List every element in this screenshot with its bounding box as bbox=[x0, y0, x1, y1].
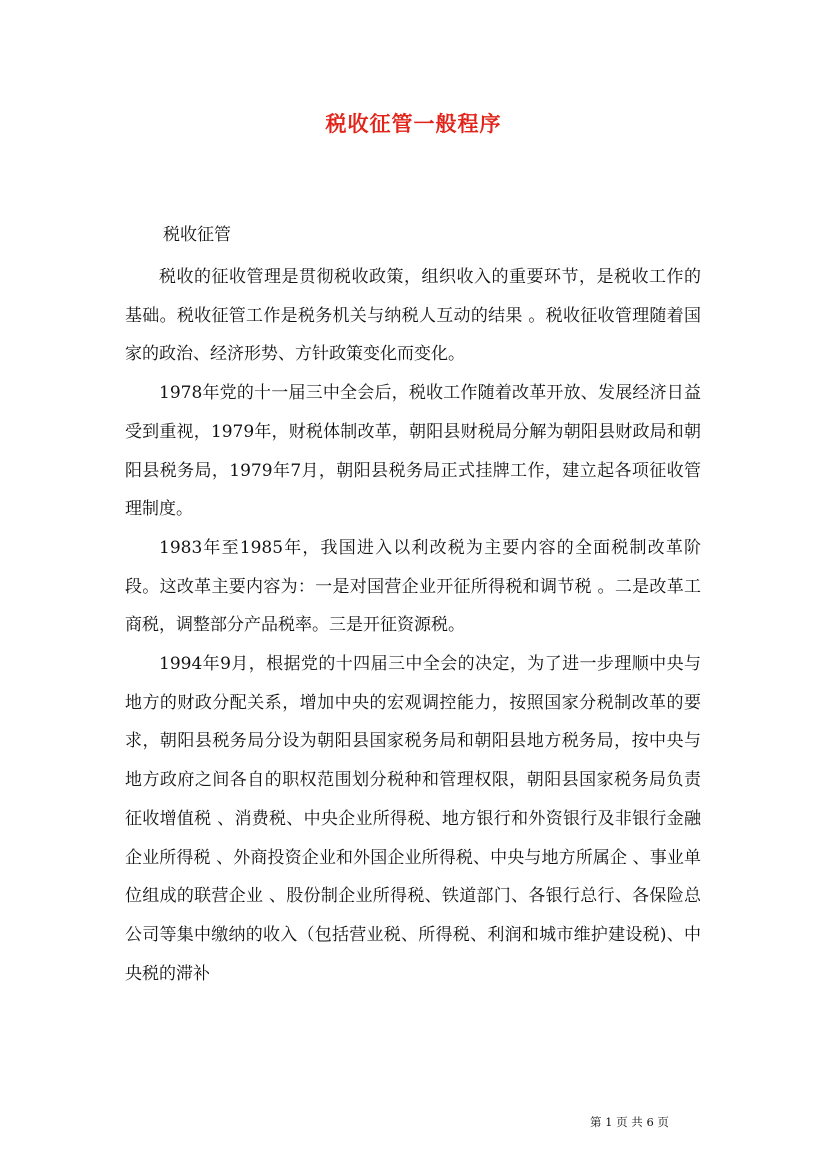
paragraph: 1994年9月，根据党的十四届三中全会的决定，为了进一步理顺中央与地方的财政分配关系，增加中央的宏观调控能力，按照国家分税制改革的要求，朝阳县税务局分设为朝阳县国家税务局和朝阳县地方税务局，按中央与地方政府之间各自的职权范围划分税种和管理权限，朝阳县国家税务局负责征收增值税 、消费税、中央企业所得税、地方银行和外资银行及非银行金融企业所得税 、外商投资企业和外国企业所得税、中央与地方所属企 、事业单位组成的联营企业 、股份制企业所得税、铁道部门、各银行总行、各保险总公司等集中缴纳的收入（包括营业税、所得税、利润和城市维护建设税)、中央税的滞补 bbox=[125, 654, 701, 984]
document-title: 税收征管一般程序 bbox=[325, 111, 502, 136]
paragraph: 税收的征收管理是贯彻税收政策，组织收入的重要环节，是税收工作的基础。税收征管工作是税务机关与纳税人互动的结果 。税收征收管理随着国家的政治、经济形势、方针政策变化而变化。 bbox=[125, 267, 701, 365]
document-body bbox=[125, 258, 701, 993]
paragraph: 1978年党的十一届三中全会后，税收工作随着改革开放、发展经济日益受到重视，1979年，财税体制改革，朝阳县财税局分解为朝阳县财政局和朝阳县税务局，1979年7月，朝阳县税务局正式挂牌工作，建立起各项征收管理制度。 bbox=[125, 383, 701, 520]
paragraph: 1983年至1985年，我国进入以利改税为主要内容的全面税制改革阶段。这改革主要内容为：一是对国营企业开征所得税和调节税 。二是改革工商税，调整部分产品税率。三是开征资源税。 bbox=[125, 537, 701, 636]
page-number-footer: 第 1 页 共 6 页 bbox=[590, 1115, 669, 1129]
section-heading: 税收征管 bbox=[163, 225, 231, 245]
